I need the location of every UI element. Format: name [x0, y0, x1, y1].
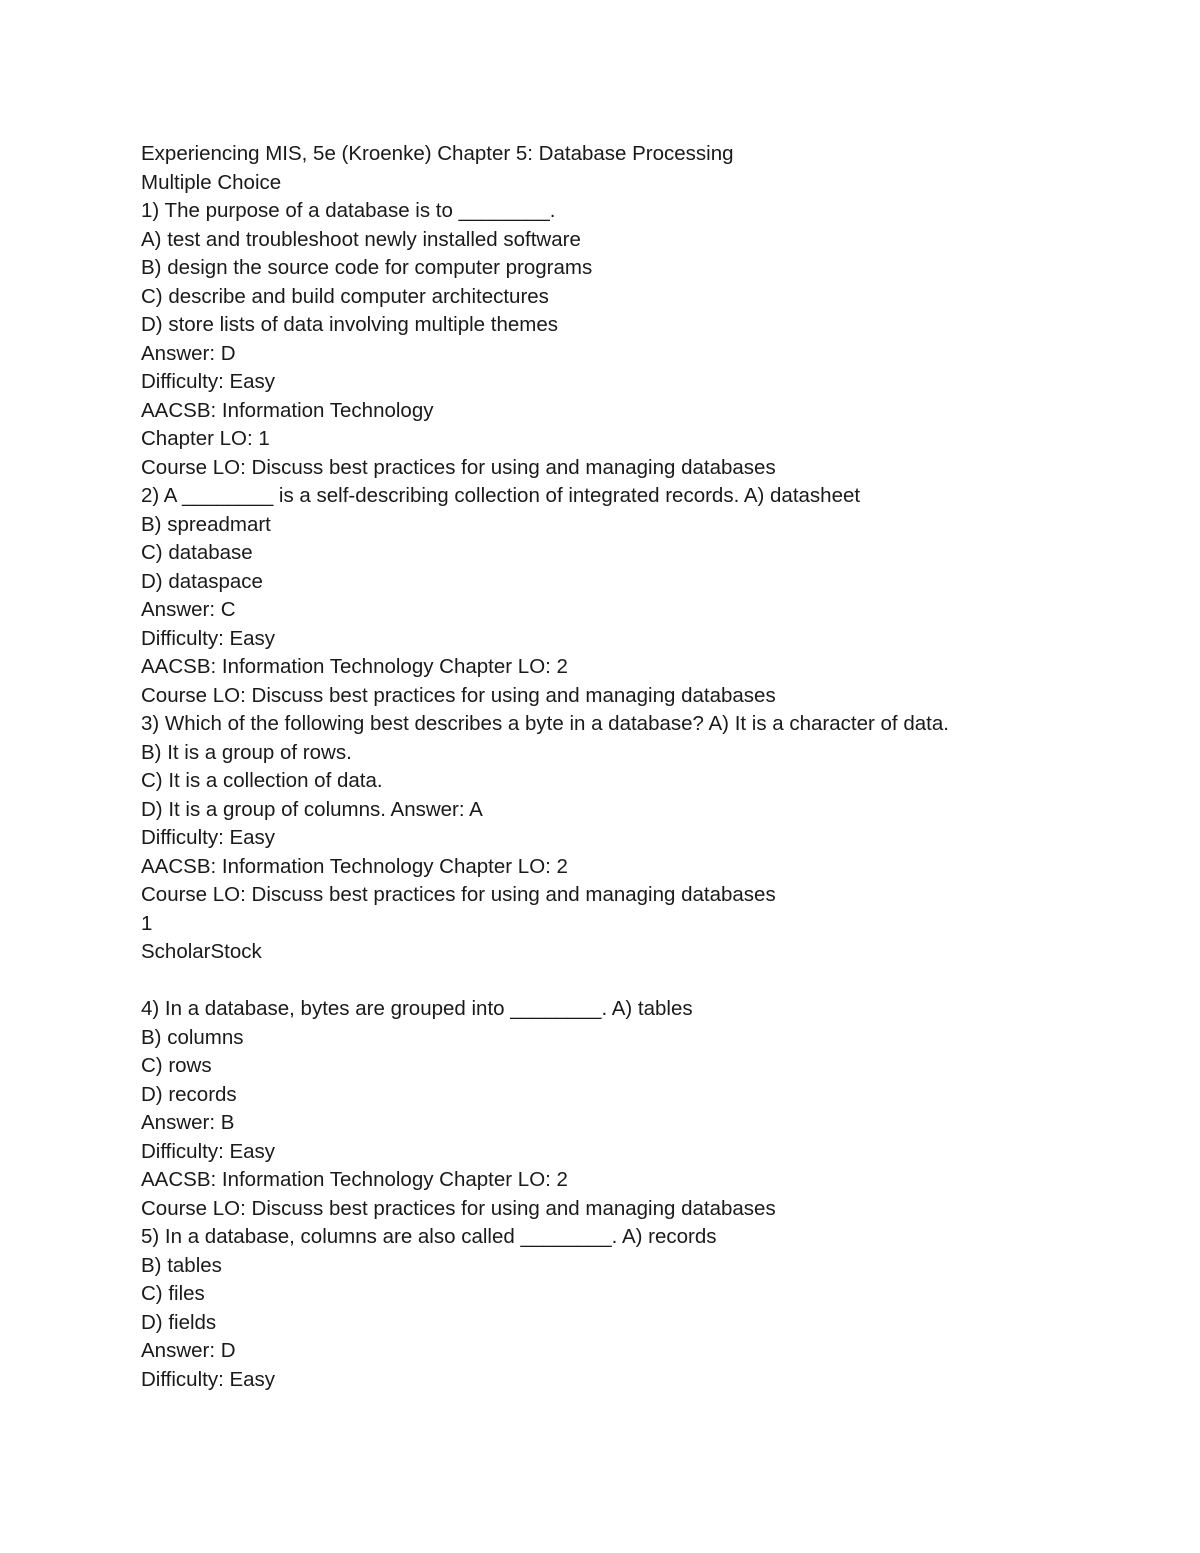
question-3-option-b: B) It is a group of rows. [141, 740, 352, 764]
question-3: 3) Which of the following best describes a byte in a database? A) It is a character of data. [141, 712, 949, 735]
question-1-difficulty: Difficulty: Easy [141, 370, 276, 393]
question-4-difficulty: Difficulty: Easy [141, 1139, 276, 1163]
question-1-option-d: D) store lists of data involving multiple themes [141, 313, 559, 336]
question-2-option-d: D) dataspace [141, 569, 263, 593]
question-3-course-lo: Course LO: Discuss best practices for using and managing databases [141, 883, 776, 906]
question-3-option-d: D) It is a group of columns. Answer: A [141, 797, 483, 821]
question-2-answer: Answer: C [141, 598, 236, 621]
question-1-aacsb: AACSB: Information Technology [141, 398, 434, 422]
question-4-aacsb: AACSB: Information Technology Chapter LO: 2 [141, 1168, 568, 1191]
question-2: 2) A ________ is a self-describing collection of integrated records. A) datasheet [141, 484, 861, 507]
question-1: 1) The purpose of a database is to ________. [141, 199, 556, 222]
question-2-difficulty: Difficulty: Easy [141, 626, 276, 650]
question-4-course-lo: Course LO: Discuss best practices for using and managing databases [141, 1196, 776, 1220]
question-1-option-a: A) test and troubleshoot newly installed software [141, 227, 581, 251]
question-3-aacsb: AACSB: Information Technology Chapter LO: 2 [141, 854, 568, 878]
question-1-answer: Answer: D [141, 341, 236, 365]
question-1-option-b: B) design the source code for computer programs [141, 256, 593, 279]
question-5-option-c: C) files [141, 1282, 205, 1305]
question-3-option-c: C) It is a collection of data. [141, 769, 383, 792]
question-1-chapter-lo: Chapter LO: 1 [141, 427, 270, 450]
page-break [141, 967, 1141, 996]
question-2-option-c: C) database [141, 541, 253, 564]
document-text [141, 140, 1141, 1394]
question-1-option-c: C) describe and build computer architectures [141, 284, 549, 308]
question-2-option-b: B) spreadmart [141, 512, 271, 536]
question-4-option-d: D) records [141, 1082, 237, 1106]
question-5-option-d: D) fields [141, 1310, 217, 1334]
question-5-answer: Answer: D [141, 1339, 236, 1362]
question-4-option-c: C) rows [141, 1054, 212, 1077]
question-2-course-lo: Course LO: Discuss best practices for using and managing databases [141, 683, 776, 707]
document-title: Experiencing MIS, 5e (Kroenke) Chapter 5: Database Processing [141, 142, 734, 165]
page-number: 1 [141, 911, 153, 935]
question-1-course-lo: Course LO: Discuss best practices for using and managing databases [141, 455, 776, 479]
question-5-difficulty: Difficulty: Easy [141, 1367, 276, 1391]
question-4-option-b: B) columns [141, 1025, 244, 1049]
question-4: 4) In a database, bytes are grouped into ________. A) tables [141, 997, 693, 1020]
question-3-difficulty: Difficulty: Easy [141, 826, 276, 849]
question-4-answer: Answer: B [141, 1111, 235, 1134]
question-5-option-b: B) tables [141, 1253, 222, 1277]
footer-source: ScholarStock [141, 940, 262, 963]
question-5: 5) In a database, columns are also called ________. A) records [141, 1225, 717, 1248]
section-heading: Multiple Choice [141, 170, 282, 194]
question-2-aacsb: AACSB: Information Technology Chapter LO: 2 [141, 655, 568, 678]
